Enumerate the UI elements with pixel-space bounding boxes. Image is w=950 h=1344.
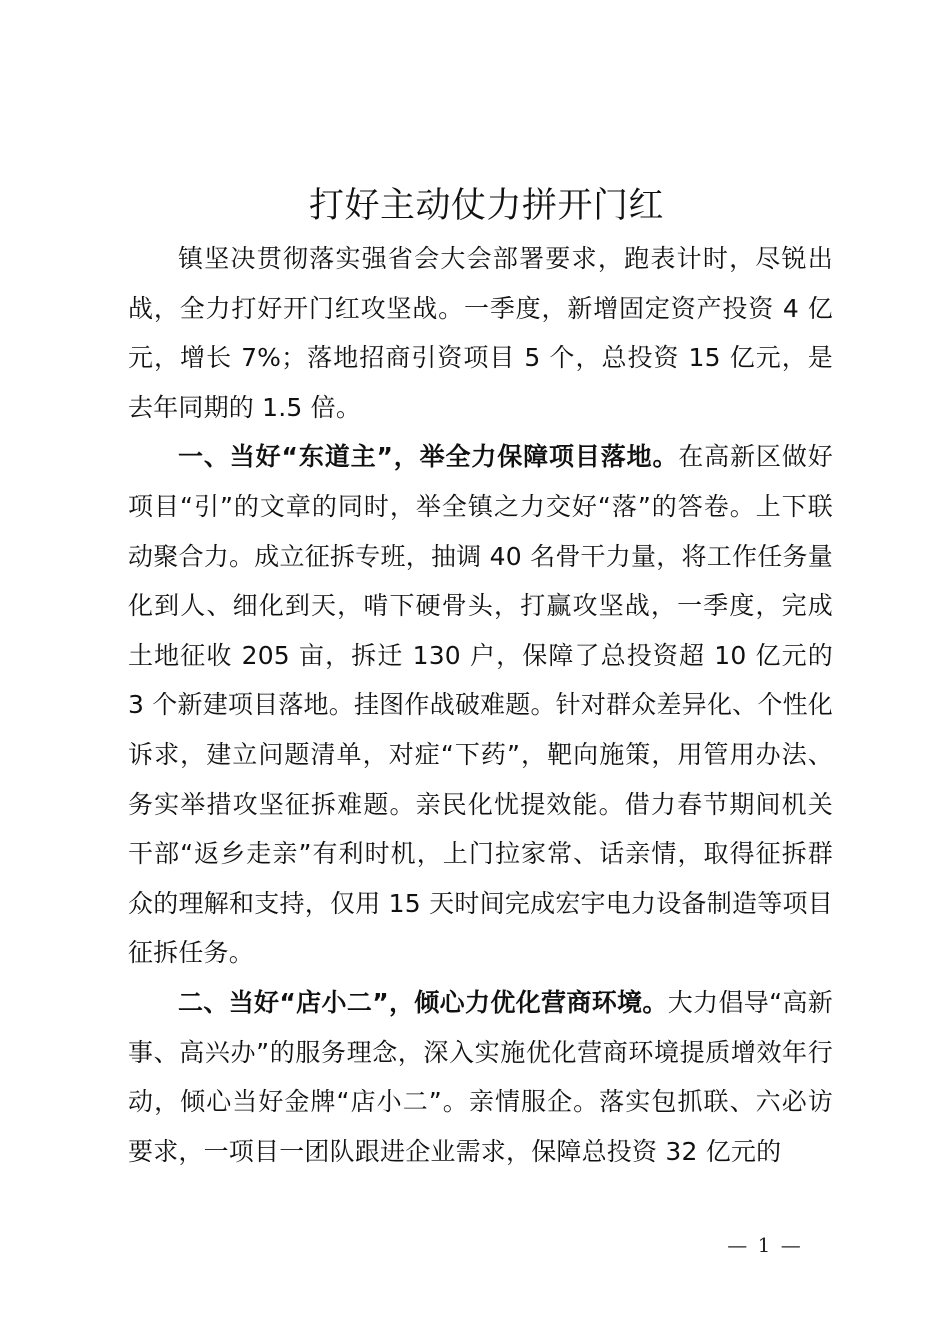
document-title: 打好主动仗力拼开门红 <box>308 186 664 226</box>
section-2-heading: 二、当好“店小二”，倾心力优化营商环境。 <box>178 987 668 1017</box>
paragraph-intro <box>128 234 833 432</box>
section-1-heading: 一、当好“东道主”，举全力保障项目落地。 <box>178 442 679 472</box>
section-1-body: 在高新区做好项目“引”的文章的同时，举全镇之力交好“落”的答卷。上下联动聚合力。成立征拆专班，抽调 40 名骨干力量，将工作任务量化到人、细化到天，啃下硬骨头，打赢攻坚战，一季度，完成土地征收 205 亩，拆迁 130 户，保障了总投资超 10 亿元的 3 个新建项目落地。挂图作战破难题。针对群众差异化、个性化诉求，建立问题清单，对症“下药”，靶向施策，用管用办法、务实举措攻坚征拆难题。亲民化忧提效能。借力春节期间机关干部“返乡走亲”有利时机，上门拉家常、话亲情，取得征拆群众的理解和支持，仅用 15 天时间完成宏宇电力设备制造等项目征拆任务。 <box>128 442 833 968</box>
paragraph-section-1 <box>128 432 833 978</box>
paragraph-section-2 <box>128 978 833 1176</box>
document-page <box>128 178 833 1176</box>
section-2-body: 大力倡导“高新事、高兴办”的服务理念，深入实施优化营商环境提质增效年行动，倾心当好金牌“店小二”。亲情服企。落实包抓联、六必访要求，一项目一团队跟进企业需求，保障总投资 32 亿元的 <box>128 987 833 1166</box>
paragraph-intro-body: 镇坚决贯彻落实强省会大会部署要求，跑表计时，尽锐出战，全力打好开门红攻坚战。一季度，新增固定资产投资 4 亿元，增长 7%；落地招商引资项目 5 个，总投资 15 亿元，是去年同期的 1.5 倍。 <box>128 244 833 422</box>
page-number: — 1 — <box>727 1233 803 1257</box>
